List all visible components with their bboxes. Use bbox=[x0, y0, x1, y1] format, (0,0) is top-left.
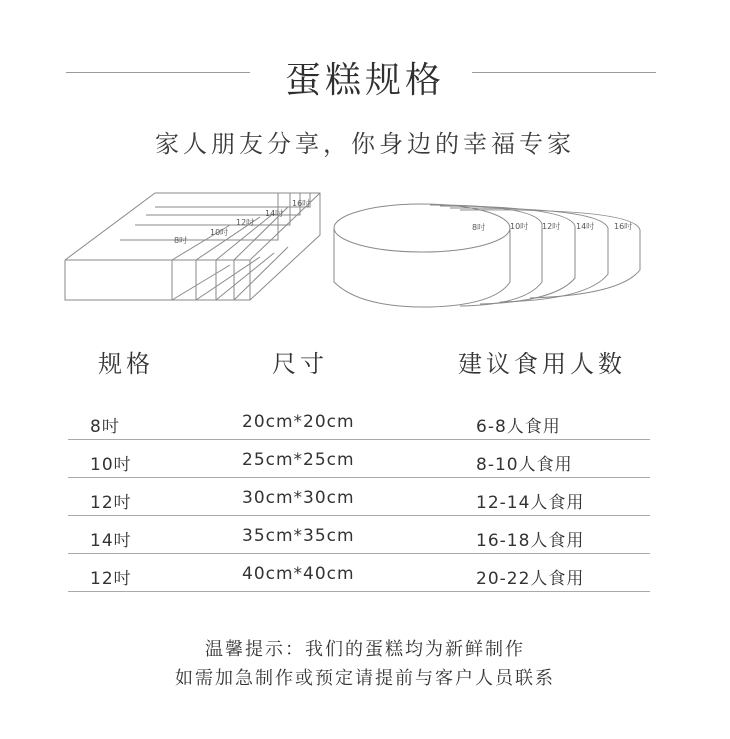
row-dimension: 25cm*25cm bbox=[242, 450, 355, 470]
page-subtitle: 家人朋友分享，你身边的幸福专家 bbox=[155, 130, 575, 158]
row-servings: 8-10人食用 bbox=[476, 455, 573, 475]
row-dimension: 35cm*35cm bbox=[242, 526, 355, 546]
row-size: 8吋 bbox=[90, 417, 120, 437]
square-size-label-10: 10吋 bbox=[210, 228, 229, 237]
table-row bbox=[68, 402, 650, 440]
row-size: 10吋 bbox=[90, 455, 132, 475]
square-size-label-14: 14吋 bbox=[265, 209, 284, 218]
square-cake-illustration bbox=[60, 185, 330, 315]
page-title: 蛋糕规格 bbox=[284, 60, 445, 101]
round-cake-illustration bbox=[330, 190, 650, 310]
row-servings: 6-8人食用 bbox=[476, 417, 561, 437]
row-servings: 16-18人食用 bbox=[476, 531, 585, 551]
row-divider bbox=[68, 591, 650, 592]
round-size-label-12: 12吋 bbox=[542, 222, 561, 231]
row-size: 12吋 bbox=[90, 493, 132, 513]
header-servings: 建议食用人数 bbox=[458, 350, 626, 378]
note-line-2: 如需加急制作或预定请提前与客户人员联系 bbox=[175, 668, 555, 689]
round-size-label-14: 14吋 bbox=[576, 222, 595, 231]
row-size: 12吋 bbox=[90, 569, 132, 589]
square-size-label-12: 12吋 bbox=[236, 218, 255, 227]
round-size-label-16: 16吋 bbox=[614, 222, 633, 231]
table-row bbox=[68, 554, 650, 592]
square-size-label-16: 16吋 bbox=[292, 199, 311, 208]
note-line-1: 温馨提示：我们的蛋糕均为新鲜制作 bbox=[205, 639, 525, 660]
row-servings: 12-14人食用 bbox=[476, 493, 585, 513]
round-size-label-10: 10吋 bbox=[510, 222, 529, 231]
round-size-label-8: 8吋 bbox=[472, 223, 486, 232]
header-dimension: 尺寸 bbox=[272, 350, 328, 378]
row-dimension: 30cm*30cm bbox=[242, 488, 355, 508]
row-servings: 20-22人食用 bbox=[476, 569, 585, 589]
row-dimension: 40cm*40cm bbox=[242, 564, 355, 584]
table-row bbox=[68, 478, 650, 516]
table-row bbox=[68, 440, 650, 478]
row-size: 14吋 bbox=[90, 531, 132, 551]
square-size-label-8: 8吋 bbox=[174, 236, 188, 245]
row-dimension: 20cm*20cm bbox=[242, 412, 355, 432]
header-size: 规格 bbox=[98, 350, 154, 378]
table-row bbox=[68, 516, 650, 554]
